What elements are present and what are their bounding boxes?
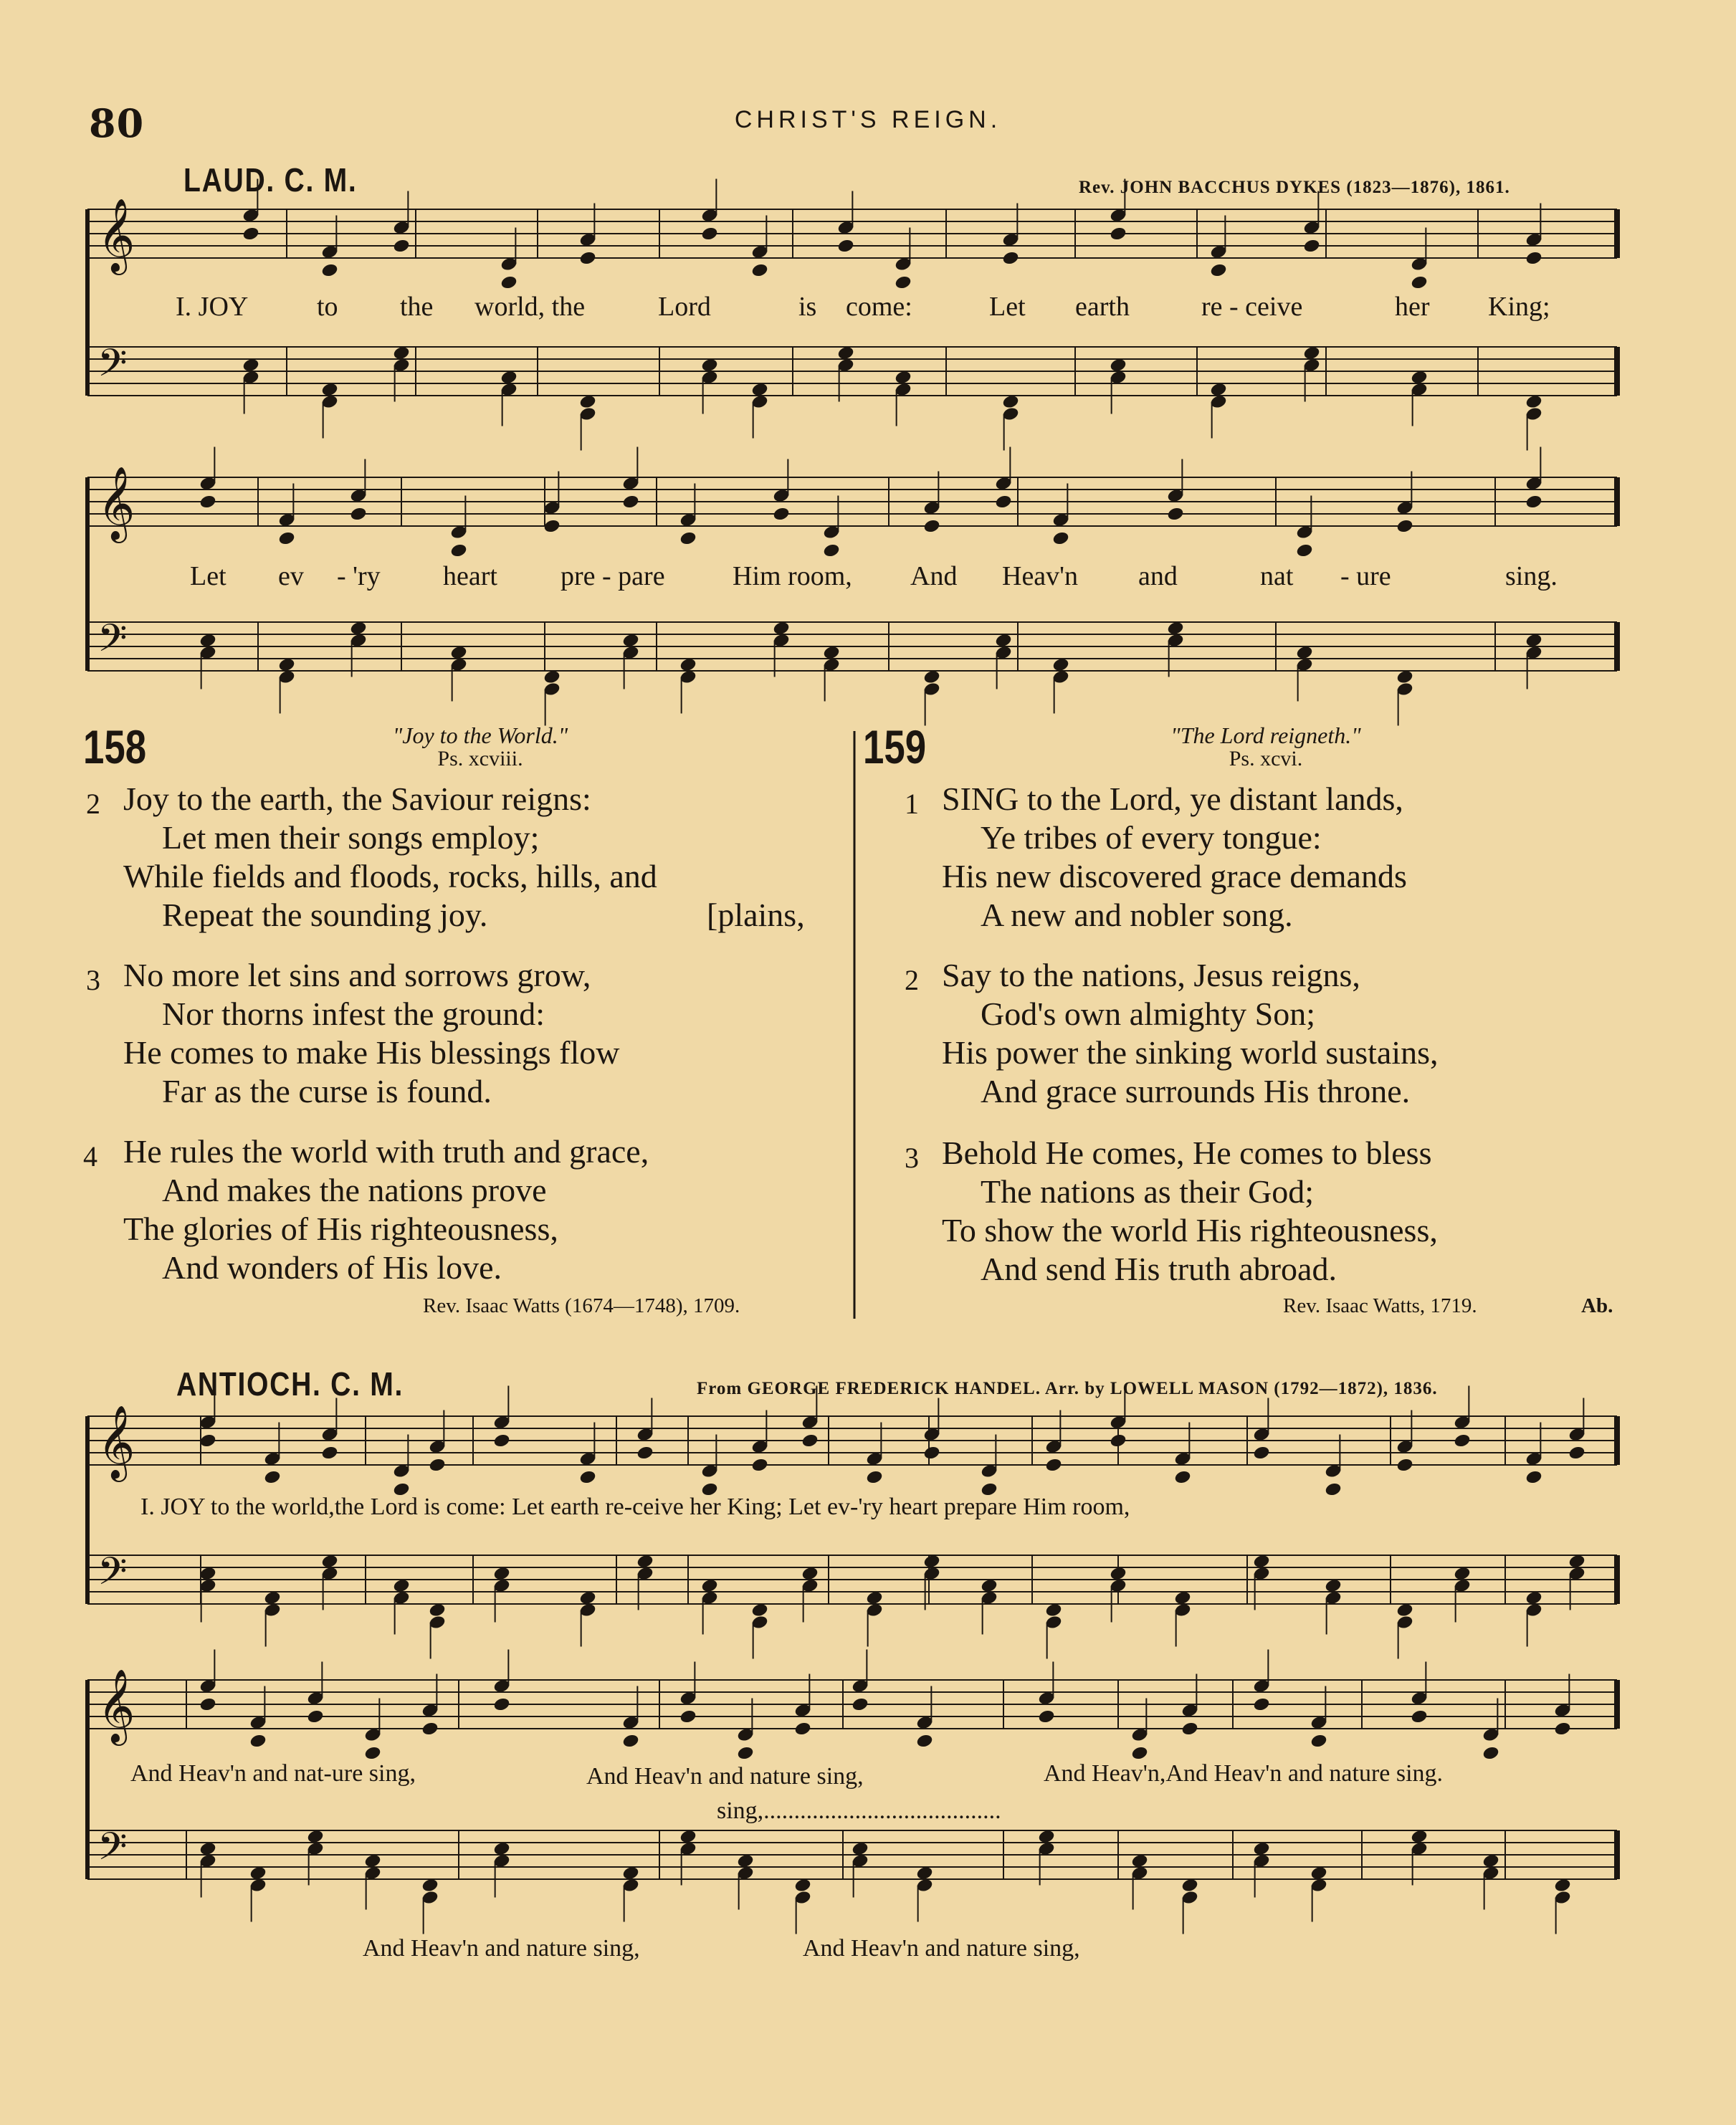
verse-line: Behold He comes, He comes to bless (942, 1135, 1432, 1171)
note-head (1553, 1721, 1571, 1737)
lyric-word: and (1138, 561, 1178, 591)
bass-clef: 𝄢 (97, 341, 128, 395)
note-head (636, 1445, 654, 1461)
verse-line: Ye tribes of every tongue: (981, 819, 1322, 856)
note-head (736, 1745, 754, 1761)
treble-clef: 𝄞 (97, 1668, 135, 1742)
lyric-word: ev (278, 561, 304, 591)
verse-line: Let men their songs employ; (162, 819, 540, 856)
note-head (428, 1457, 446, 1473)
lyric-word: Heav'n (1002, 561, 1079, 591)
tune-name-laud: LAUD. C. M. (183, 161, 358, 199)
verse-line: Say to the nations, Jesus reigns, (942, 957, 1360, 993)
note-head (772, 506, 790, 522)
tune-composer-laud: Rev. JOHN BACCHUS DYKES (1823—1876), 1861. (1079, 178, 1510, 197)
note-head (750, 1457, 768, 1473)
lyric-word: Let (989, 292, 1026, 322)
note-head (306, 1709, 324, 1724)
note-head (1044, 1457, 1062, 1473)
antioch-lyrics-sing: sing,....................................... (717, 1797, 1001, 1824)
lyric-word: world, the (474, 292, 586, 322)
treble-clef: 𝄞 (97, 1405, 135, 1479)
bass-clef: 𝄢 (97, 1549, 128, 1603)
note-head (349, 506, 367, 522)
lyric-word: is (798, 292, 817, 322)
note-head (621, 494, 639, 510)
verse-number: 2 (905, 964, 919, 996)
verse-line: SING to the Lord, ye distant lands, (942, 780, 1403, 817)
verse-line: And grace surrounds His throne. (981, 1073, 1411, 1109)
note-head (700, 226, 718, 242)
lyric-word: And (910, 561, 958, 591)
note-head (1525, 1469, 1542, 1485)
verse-line: Far as the curse is found. (162, 1073, 492, 1109)
verse-line: The nations as their God; (981, 1173, 1315, 1210)
note-head (421, 1721, 439, 1737)
note-head (1252, 1696, 1270, 1712)
verse-number: 3 (86, 964, 100, 996)
verse-line: And send His truth abroad. (981, 1251, 1337, 1287)
verse-line: A new and nobler song. (981, 897, 1293, 933)
antioch-lyrics-line2b: And Heav'n and nature sing, (586, 1763, 864, 1790)
verse-line: Repeat the sounding joy. (162, 897, 488, 933)
psalm-ref-158: Ps. xcviii. (437, 747, 523, 770)
note-head (492, 1433, 510, 1448)
note-head (793, 1721, 811, 1737)
note-head (894, 274, 912, 290)
note-head (500, 274, 518, 290)
note-head (1037, 1709, 1055, 1724)
verse-line: Joy to the earth, the Saviour reigns: (123, 780, 591, 817)
note-head (1525, 494, 1542, 510)
note-head (1001, 250, 1019, 266)
lyric-word: Lord (658, 292, 711, 322)
note-head (1310, 1733, 1327, 1749)
note-head (750, 262, 768, 278)
verse-line: And wonders of His love. (162, 1249, 502, 1286)
antioch-bass-lyrics-a: And Heav'n and nature sing, (363, 1935, 640, 1962)
verse-line: He rules the world with truth and grace, (123, 1133, 649, 1170)
bass-clef: 𝄢 (97, 616, 128, 670)
lyric-word: sing. (1505, 561, 1558, 591)
verse-line: While fields and floods, rocks, hills, and (123, 858, 657, 894)
verse-line: No more let sins and sorrows grow, (123, 957, 591, 993)
lyric-word: her (1395, 292, 1430, 322)
note-head (1396, 518, 1413, 534)
note-head (320, 262, 338, 278)
note-head (578, 1469, 596, 1485)
note-head (1109, 226, 1127, 242)
note-head (1482, 1745, 1499, 1761)
verse-number: 2 (86, 788, 100, 820)
note-head (865, 1469, 883, 1485)
note-head (578, 250, 596, 266)
tune-name-antioch: ANTIOCH. C. M. (176, 1365, 404, 1403)
note-head (801, 1433, 819, 1448)
note-head (449, 543, 467, 558)
lyric-word: heart (443, 561, 497, 591)
note-head (1568, 1445, 1585, 1461)
note-head (679, 1709, 697, 1724)
note-head (1396, 1457, 1413, 1473)
note-head (822, 543, 840, 558)
lyric-word: - 'ry (337, 561, 381, 591)
note-head (1302, 238, 1320, 254)
note-head (249, 1733, 267, 1749)
treble-clef: 𝄞 (97, 198, 135, 272)
antioch-bass-lyrics-b: And Heav'n and nature sing, (803, 1935, 1080, 1962)
note-head (679, 530, 697, 546)
attribution-158: Rev. Isaac Watts (1674—1748), 1709. (423, 1294, 740, 1317)
lyric-word: come: (846, 292, 912, 322)
note-head (242, 226, 259, 242)
verse-line: And makes the nations prove (162, 1172, 547, 1208)
lyric-word: the (400, 292, 434, 322)
bass-clef: 𝄢 (97, 1825, 128, 1878)
note-head (922, 518, 940, 534)
note-head (994, 494, 1012, 510)
antioch-lyrics-line1: I. JOY to the world,the Lord is come: Let earth re-ceive her King; Let ev-'ry heart prepare Him room, (140, 1494, 1130, 1520)
psalm-ref-159: Ps. xcvi. (1229, 747, 1303, 770)
verse-line: The glories of His righteousness, (123, 1210, 558, 1247)
tune-composer-antioch: From GEORGE FREDERICK HANDEL. Arr. by LOWELL MASON (1792—1872), 1836. (697, 1379, 1438, 1398)
lyric-word: nat (1260, 561, 1294, 591)
hymn-number-158: 158 (83, 720, 147, 773)
note-head (851, 1696, 869, 1712)
verse-number: 4 (83, 1140, 97, 1173)
note-head (1166, 506, 1184, 522)
lyric-word: Him room, (733, 561, 852, 591)
note-head (263, 1469, 281, 1485)
hymn-number-159: 159 (863, 720, 927, 773)
note-head (1453, 1433, 1471, 1448)
note-head (199, 1433, 216, 1448)
verse-line: To show the world His righteousness, (942, 1212, 1438, 1248)
note-head (836, 238, 854, 254)
note-head (363, 1745, 381, 1761)
note-head (1410, 274, 1428, 290)
hymn-title-158: "Joy to the World." (392, 722, 568, 748)
lyric-word: to (317, 292, 338, 322)
note-head (492, 1696, 510, 1712)
note-head (199, 494, 216, 510)
verse-line: Nor thorns infest the ground: (162, 995, 545, 1032)
antioch-lyrics-line2c: And Heav'n,And Heav'n and nature sing. (1044, 1760, 1444, 1787)
lyric-word: - ure (1340, 561, 1391, 591)
note-head (1173, 1469, 1191, 1485)
note-head (1252, 1445, 1270, 1461)
note-head (1295, 543, 1313, 558)
attribution-159: Rev. Isaac Watts, 1719. (1283, 1294, 1477, 1317)
note-head (1324, 1481, 1342, 1497)
treble-clef: 𝄞 (97, 466, 135, 540)
verse-line-runover: [plains, (707, 897, 805, 933)
note-head (915, 1733, 933, 1749)
note-head (1051, 530, 1069, 546)
note-head (1130, 1745, 1148, 1761)
note-head (1525, 250, 1542, 266)
attribution-tag-159: Ab. (1581, 1294, 1613, 1317)
verse-number: 3 (905, 1142, 919, 1174)
lyric-word: re - ceive (1201, 292, 1303, 322)
lyric-word: I. JOY (176, 292, 249, 322)
verse-number: 1 (905, 788, 919, 820)
note-head (1209, 262, 1227, 278)
lyric-word: Let (190, 561, 226, 591)
antioch-lyrics-line2a: And Heav'n and nat-ure sing, (130, 1760, 416, 1787)
hymn-title-159: "The Lord reigneth." (1170, 722, 1361, 748)
note-head (277, 530, 295, 546)
lyric-word: King; (1488, 292, 1550, 322)
verse-line: He comes to make His blessings flow (123, 1034, 620, 1071)
note-head (621, 1733, 639, 1749)
note-head (922, 1445, 940, 1461)
lyric-word: earth (1075, 292, 1130, 322)
page-number: 80 (89, 100, 145, 146)
note-head (320, 1445, 338, 1461)
note-head (1109, 1433, 1127, 1448)
note-head (392, 238, 410, 254)
verse-line: His power the sinking world sustains, (942, 1034, 1439, 1071)
verse-line: His new discovered grace demands (942, 858, 1407, 894)
lyric-word: pre - pare (561, 561, 665, 591)
running-title: CHRIST'S REIGN. (734, 106, 1002, 133)
verse-line: God's own almighty Son; (981, 995, 1316, 1032)
note-head (1181, 1721, 1198, 1737)
note-head (543, 518, 561, 534)
note-head (199, 1696, 216, 1712)
note-head (1410, 1709, 1428, 1724)
